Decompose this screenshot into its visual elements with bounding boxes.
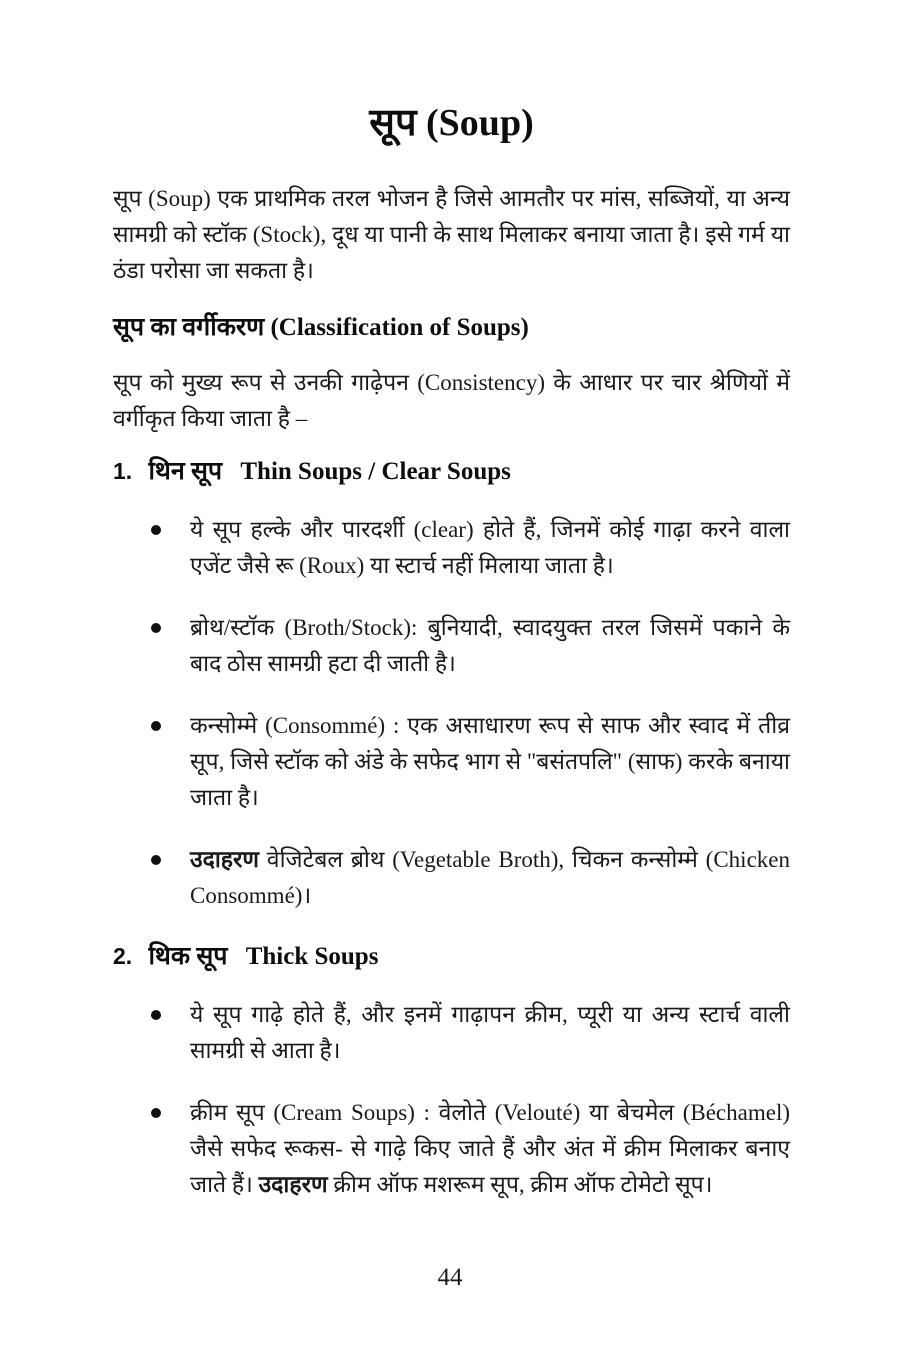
list-item [113,997,790,1069]
classification-heading: सूप का वर्गीकरण (Classification of Soups) [113,313,529,341]
bullet-icon [151,623,161,633]
bullet-text: कन्सोम्मे (Consommé) : एक असाधारण रूप से साफ और स्वाद में तीव्र सूप, जिसे स्टॉक को अंडे के सफेद भाग से "बसंतपलि" (साफ) करके बनाया जाता है। [190,712,790,810]
classification-description: सूप को मुख्य रूप से उनकी गाढ़ेपन (Consistency) के आधार पर चार श्रेणियों में वर्गीकृत किया जाता है – [113,369,790,431]
section-number: 1. [113,457,133,484]
list-item [113,610,790,682]
bullet-icon [151,1010,161,1020]
bullet-icon [151,721,161,731]
section-heading-thin-soups [113,455,790,488]
thick-soups-bullet-list [113,997,790,1203]
section-heading-thick-soups [113,940,790,973]
example-label: उदाहरण [190,846,260,872]
bullet-text: ये सूप गाढ़े होते हैं, और इनमें गाढ़ापन क्रीम, प्यूरी या अन्य स्टार्च वाली सामग्री से आता है। [190,1001,790,1063]
bullet-text: ब्रोथ/स्टॉक (Broth/Stock): बुनियादी, स्वादयुक्त तरल जिसमें पकाने के बाद ठोस सामग्री हटा दी जाती है। [190,614,790,676]
section-title-english: Thick Soups [245,942,379,970]
example-text: वेजिटेबल ब्रोथ (Vegetable Broth), चिकन कन्सोम्मे (Chicken Consommé)। [190,846,790,908]
bullet-text [190,842,790,914]
example-text: क्रीम ऑफ मशरूम सूप, क्रीम ऑफ टोमेटो सूप। [327,1171,713,1197]
list-item [113,842,790,914]
list-item [113,708,790,816]
section-number: 2. [113,942,133,969]
cream-soups-text: क्रीम सूप (Cream Soups) : वेलोते (Velouté) या बेचमेल (Béchamel) जैसे सफेद रूकस- से गाढ़े किए जाते हैं और अंत में क्रीम मिलाकर बनाए जाते हैं। [190,1099,790,1197]
bullet-text [190,1095,790,1203]
page-title: सूप (Soup) [369,102,534,144]
bullet-icon [151,525,161,535]
list-item [113,1095,790,1203]
thin-soups-bullet-list [113,512,790,914]
section-title-hindi: थिक सूप [148,942,228,970]
example-label: उदाहरण [258,1171,328,1197]
section-title-hindi: थिन सूप [148,457,223,485]
bullet-icon [151,1108,161,1118]
section-title-english: Thin Soups / Clear Soups [240,457,511,485]
intro-paragraph: सूप (Soup) एक प्राथमिक तरल भोजन है जिसे आमतौर पर मांस, सब्जियों, या अन्य सामग्री को स्टॉक (Stock), दूध या पानी के साथ मिलाकर बनाया जाता है। इसे गर्म या ठंडा परोसा जा सकता है। [113,185,790,283]
bullet-text: ये सूप हल्के और पारदर्शी (clear) होते हैं, जिनमें कोई गाढ़ा करने वाला एजेंट जैसे रू (Roux) या स्टार्च नहीं मिलाया जाता है। [190,516,790,578]
page-number: 44 [437,1264,463,1291]
list-item [113,512,790,584]
bullet-icon [151,855,161,865]
